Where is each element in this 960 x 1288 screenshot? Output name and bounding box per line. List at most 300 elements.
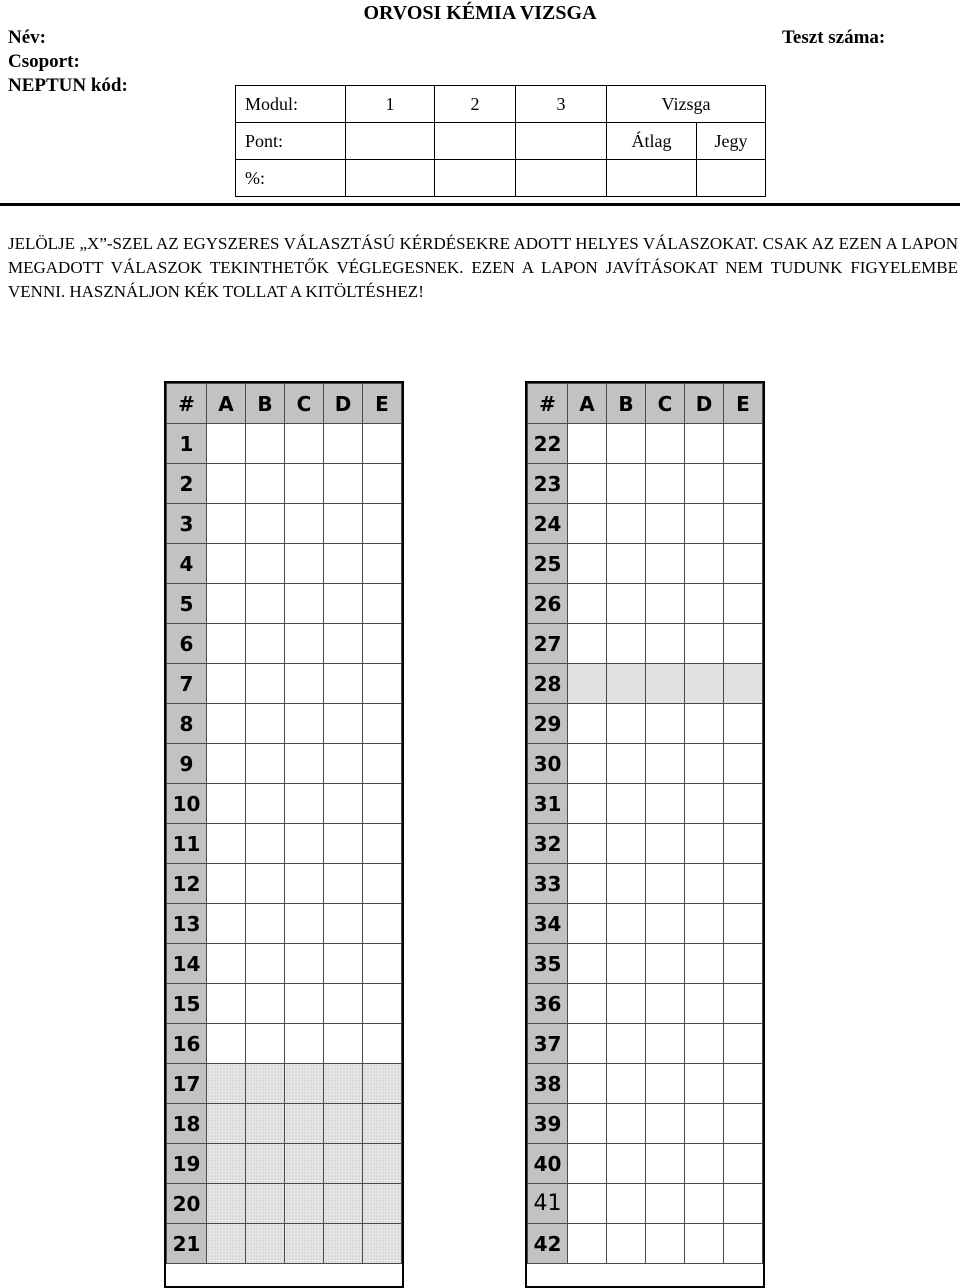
- answer-checkbox-b[interactable]: [246, 424, 285, 464]
- answer-checkbox-d[interactable]: [324, 784, 363, 824]
- answer-checkbox-c[interactable]: [285, 864, 324, 904]
- answer-checkbox-d[interactable]: [324, 1024, 363, 1064]
- percent-module-3-cell[interactable]: [516, 160, 607, 197]
- answer-checkbox-d[interactable]: [685, 1024, 724, 1064]
- answer-checkbox-b[interactable]: [246, 1064, 285, 1104]
- answer-checkbox-e[interactable]: [363, 1184, 402, 1224]
- answer-checkbox-a[interactable]: [207, 1224, 246, 1264]
- answer-checkbox-d[interactable]: [324, 744, 363, 784]
- answer-checkbox-d[interactable]: [324, 864, 363, 904]
- answer-checkbox-d[interactable]: [324, 984, 363, 1024]
- answer-checkbox-b[interactable]: [607, 1144, 646, 1184]
- answer-checkbox-c[interactable]: [285, 824, 324, 864]
- answer-checkbox-e[interactable]: [724, 464, 763, 504]
- answer-checkbox-e[interactable]: [724, 424, 763, 464]
- percent-module-1-cell[interactable]: [346, 160, 435, 197]
- answer-checkbox-e[interactable]: [363, 984, 402, 1024]
- question-row: [528, 824, 763, 864]
- answer-checkbox-b[interactable]: [607, 904, 646, 944]
- answer-checkbox-b[interactable]: [607, 464, 646, 504]
- question-row: [167, 1104, 402, 1144]
- question-row: [528, 1024, 763, 1064]
- answer-checkbox-a[interactable]: [207, 704, 246, 744]
- answer-checkbox-d[interactable]: [324, 1104, 363, 1144]
- answer-checkbox-b[interactable]: [607, 1224, 646, 1264]
- answer-checkbox-c[interactable]: [646, 1064, 685, 1104]
- question-number: 26: [528, 584, 568, 624]
- question-number: 35: [528, 944, 568, 984]
- exam-header: Vizsga: [607, 86, 766, 123]
- answer-checkbox-d[interactable]: [685, 984, 724, 1024]
- question-row: [167, 584, 402, 624]
- answer-checkbox-b[interactable]: [246, 664, 285, 704]
- question-row: [167, 864, 402, 904]
- answer-checkbox-a[interactable]: [207, 864, 246, 904]
- answer-checkbox-d[interactable]: [685, 544, 724, 584]
- answer-checkbox-c[interactable]: [285, 1184, 324, 1224]
- answer-checkbox-b[interactable]: [607, 1024, 646, 1064]
- answer-checkbox-a[interactable]: [568, 904, 607, 944]
- answer-checkbox-c[interactable]: [285, 464, 324, 504]
- answer-checkbox-e[interactable]: [363, 904, 402, 944]
- answer-checkbox-a[interactable]: [568, 784, 607, 824]
- question-number: 18: [167, 1104, 207, 1144]
- question-row: [167, 984, 402, 1024]
- answer-checkbox-d[interactable]: [324, 944, 363, 984]
- answer-checkbox-e[interactable]: [724, 1144, 763, 1184]
- answer-checkbox-b[interactable]: [246, 1024, 285, 1064]
- answer-checkbox-a[interactable]: [568, 1064, 607, 1104]
- question-number: 28: [528, 664, 568, 704]
- answer-checkbox-c[interactable]: [646, 864, 685, 904]
- answer-checkbox-a[interactable]: [207, 504, 246, 544]
- answer-checkbox-a[interactable]: [207, 584, 246, 624]
- question-number-header: #: [167, 384, 207, 424]
- question-number: 33: [528, 864, 568, 904]
- answer-checkbox-a[interactable]: [568, 1224, 607, 1264]
- answer-checkbox-d[interactable]: [324, 544, 363, 584]
- answer-checkbox-a[interactable]: [568, 1024, 607, 1064]
- answer-checkbox-e[interactable]: [363, 1224, 402, 1264]
- answer-checkbox-b[interactable]: [607, 584, 646, 624]
- score-table: [235, 85, 766, 197]
- answer-checkbox-c[interactable]: [646, 584, 685, 624]
- answer-checkbox-d[interactable]: [324, 504, 363, 544]
- answer-checkbox-a[interactable]: [207, 744, 246, 784]
- answer-checkbox-c[interactable]: [646, 1104, 685, 1144]
- answer-checkbox-b[interactable]: [246, 784, 285, 824]
- answer-checkbox-e[interactable]: [724, 1104, 763, 1144]
- answer-checkbox-c[interactable]: [285, 584, 324, 624]
- answer-checkbox-c[interactable]: [646, 424, 685, 464]
- answer-checkbox-a[interactable]: [207, 464, 246, 504]
- answer-checkbox-e[interactable]: [363, 504, 402, 544]
- answer-checkbox-c[interactable]: [646, 1144, 685, 1184]
- answer-checkbox-c[interactable]: [285, 1144, 324, 1184]
- question-row: [167, 664, 402, 704]
- answer-checkbox-a[interactable]: [207, 1104, 246, 1144]
- answer-checkbox-d[interactable]: [324, 584, 363, 624]
- answer-checkbox-a[interactable]: [568, 984, 607, 1024]
- answer-checkbox-b[interactable]: [607, 504, 646, 544]
- answer-checkbox-a[interactable]: [568, 664, 607, 704]
- answer-checkbox-e[interactable]: [363, 1064, 402, 1104]
- question-number: 10: [167, 784, 207, 824]
- answer-checkbox-d[interactable]: [685, 824, 724, 864]
- answer-checkbox-c[interactable]: [646, 544, 685, 584]
- answer-checkbox-c[interactable]: [285, 744, 324, 784]
- answer-checkbox-b[interactable]: [246, 584, 285, 624]
- answer-checkbox-e[interactable]: [724, 904, 763, 944]
- answer-checkbox-d[interactable]: [324, 664, 363, 704]
- answer-checkbox-d[interactable]: [324, 1144, 363, 1184]
- answer-checkbox-e[interactable]: [363, 864, 402, 904]
- answer-checkbox-d[interactable]: [685, 624, 724, 664]
- answer-checkbox-c[interactable]: [646, 624, 685, 664]
- answer-checkbox-d[interactable]: [685, 1144, 724, 1184]
- question-row: [528, 904, 763, 944]
- neptun-code-label: NEPTUN kód:: [8, 75, 128, 96]
- answer-checkbox-c[interactable]: [285, 1224, 324, 1264]
- exam-title: ORVOSI KÉMIA VIZSGA: [363, 2, 597, 24]
- answer-checkbox-a[interactable]: [207, 1024, 246, 1064]
- question-row: [528, 1224, 763, 1264]
- answer-checkbox-c[interactable]: [285, 664, 324, 704]
- answer-checkbox-d[interactable]: [324, 1184, 363, 1224]
- module-label: Modul:: [236, 86, 346, 123]
- answer-checkbox-c[interactable]: [646, 664, 685, 704]
- answer-checkbox-c[interactable]: [285, 704, 324, 744]
- answer-checkbox-e[interactable]: [363, 824, 402, 864]
- question-row: [167, 904, 402, 944]
- answer-checkbox-a[interactable]: [568, 864, 607, 904]
- answer-checkbox-e[interactable]: [724, 1224, 763, 1264]
- answer-checkbox-d[interactable]: [685, 1224, 724, 1264]
- answer-checkbox-b[interactable]: [246, 824, 285, 864]
- question-row: [528, 464, 763, 504]
- module-2-header: 2: [435, 86, 516, 123]
- answer-checkbox-a[interactable]: [207, 784, 246, 824]
- answer-checkbox-d[interactable]: [685, 744, 724, 784]
- question-number: 5: [167, 584, 207, 624]
- points-module-3-cell[interactable]: [516, 123, 607, 160]
- answer-checkbox-e[interactable]: [363, 584, 402, 624]
- question-row: [167, 944, 402, 984]
- answer-checkbox-e[interactable]: [724, 1184, 763, 1224]
- question-row: [167, 624, 402, 664]
- question-number: 36: [528, 984, 568, 1024]
- answer-checkbox-e[interactable]: [724, 504, 763, 544]
- instructions-text: JELÖLJE „X”-SZEL AZ EGYSZERES VÁLASZTÁSÚ KÉRDÉSEKRE ADOTT HELYES VÁLASZOKAT. CSAK AZ EZEN A LAPON MEGADOTT VÁLASZOK TEKINTHETŐK VÉGLEGESNEK. EZEN A LAPON JAVÍTÁSOKAT NEM TUDUNK FIGYELEMBE VENNI. HASZNÁLJON KÉK TOLLAT A KITÖLTÉSHEZ!: [8, 234, 958, 301]
- answer-checkbox-a[interactable]: [207, 904, 246, 944]
- answer-option-header: B: [607, 384, 646, 424]
- answer-checkbox-c[interactable]: [646, 704, 685, 744]
- answer-checkbox-d[interactable]: [685, 904, 724, 944]
- question-row: [528, 1104, 763, 1144]
- answer-checkbox-b[interactable]: [607, 704, 646, 744]
- answer-checkbox-c[interactable]: [285, 904, 324, 944]
- question-number: 40: [528, 1144, 568, 1184]
- answer-checkbox-a[interactable]: [207, 1064, 246, 1104]
- answer-checkbox-c[interactable]: [285, 624, 324, 664]
- points-module-1-cell[interactable]: [346, 123, 435, 160]
- answer-checkbox-e[interactable]: [363, 464, 402, 504]
- question-row: [528, 504, 763, 544]
- answer-checkbox-d[interactable]: [685, 704, 724, 744]
- answer-checkbox-a[interactable]: [207, 1144, 246, 1184]
- answer-checkbox-e[interactable]: [724, 704, 763, 744]
- answer-checkbox-e[interactable]: [724, 944, 763, 984]
- answer-checkbox-b[interactable]: [607, 864, 646, 904]
- answer-checkbox-c[interactable]: [285, 984, 324, 1024]
- question-row: [528, 544, 763, 584]
- answer-checkbox-e[interactable]: [724, 544, 763, 584]
- question-row: [528, 704, 763, 744]
- answer-checkbox-a[interactable]: [568, 544, 607, 584]
- question-row: [167, 744, 402, 784]
- answer-checkbox-e[interactable]: [724, 824, 763, 864]
- answer-checkbox-d[interactable]: [324, 1064, 363, 1104]
- answer-checkbox-a[interactable]: [568, 744, 607, 784]
- question-number: 1: [167, 424, 207, 464]
- answer-checkbox-c[interactable]: [646, 504, 685, 544]
- answer-checkbox-b[interactable]: [246, 904, 285, 944]
- question-row: [167, 544, 402, 584]
- answer-checkbox-b[interactable]: [607, 744, 646, 784]
- answer-checkbox-a[interactable]: [207, 624, 246, 664]
- answer-checkbox-b[interactable]: [246, 944, 285, 984]
- answer-checkbox-a[interactable]: [568, 704, 607, 744]
- answer-checkbox-c[interactable]: [285, 784, 324, 824]
- answer-checkbox-e[interactable]: [363, 1144, 402, 1184]
- answer-checkbox-c[interactable]: [646, 464, 685, 504]
- answer-checkbox-a[interactable]: [568, 424, 607, 464]
- answer-option-header: D: [324, 384, 363, 424]
- answer-checkbox-a[interactable]: [207, 1184, 246, 1224]
- question-number: 22: [528, 424, 568, 464]
- answer-checkbox-a[interactable]: [568, 584, 607, 624]
- answer-checkbox-d[interactable]: [685, 1104, 724, 1144]
- answer-option-header: C: [646, 384, 685, 424]
- points-module-2-cell[interactable]: [435, 123, 516, 160]
- answer-checkbox-b[interactable]: [607, 944, 646, 984]
- question-row: [167, 1224, 402, 1264]
- answer-checkbox-c[interactable]: [285, 544, 324, 584]
- answer-checkbox-c[interactable]: [285, 1064, 324, 1104]
- answer-checkbox-e[interactable]: [724, 744, 763, 784]
- answer-checkbox-b[interactable]: [246, 704, 285, 744]
- answer-checkbox-b[interactable]: [246, 624, 285, 664]
- answer-checkbox-a[interactable]: [207, 944, 246, 984]
- answer-checkbox-a[interactable]: [207, 424, 246, 464]
- answer-checkbox-c[interactable]: [646, 1224, 685, 1264]
- answer-checkbox-b[interactable]: [607, 824, 646, 864]
- answer-checkbox-e[interactable]: [724, 784, 763, 824]
- grid-header-row: [167, 384, 402, 424]
- grade-cell[interactable]: [697, 160, 766, 197]
- average-cell[interactable]: [607, 160, 697, 197]
- answer-checkbox-b[interactable]: [607, 664, 646, 704]
- answer-checkbox-d[interactable]: [685, 1184, 724, 1224]
- answer-checkbox-e[interactable]: [724, 584, 763, 624]
- answer-checkbox-e[interactable]: [363, 1104, 402, 1144]
- answer-checkbox-b[interactable]: [246, 864, 285, 904]
- answer-checkbox-d[interactable]: [324, 1224, 363, 1264]
- answer-checkbox-b[interactable]: [607, 1184, 646, 1224]
- module-3-header: 3: [516, 86, 607, 123]
- answer-checkbox-a[interactable]: [568, 504, 607, 544]
- answer-checkbox-d[interactable]: [324, 824, 363, 864]
- question-number: 23: [528, 464, 568, 504]
- answer-checkbox-a[interactable]: [568, 1184, 607, 1224]
- answer-checkbox-d[interactable]: [685, 424, 724, 464]
- question-number: 32: [528, 824, 568, 864]
- question-number: 30: [528, 744, 568, 784]
- question-row: [167, 784, 402, 824]
- answer-checkbox-c[interactable]: [285, 1104, 324, 1144]
- question-number: 20: [167, 1184, 207, 1224]
- answer-checkbox-d[interactable]: [324, 424, 363, 464]
- question-number: 37: [528, 1024, 568, 1064]
- answer-checkbox-d[interactable]: [324, 904, 363, 944]
- answer-checkbox-a[interactable]: [568, 624, 607, 664]
- question-row: [167, 504, 402, 544]
- answer-checkbox-a[interactable]: [568, 824, 607, 864]
- question-row: [167, 1024, 402, 1064]
- question-row: [167, 1144, 402, 1184]
- question-number: 24: [528, 504, 568, 544]
- question-number: 11: [167, 824, 207, 864]
- answer-checkbox-d[interactable]: [685, 664, 724, 704]
- answer-option-header: C: [285, 384, 324, 424]
- question-row: [167, 704, 402, 744]
- answer-checkbox-e[interactable]: [363, 544, 402, 584]
- answer-checkbox-c[interactable]: [646, 984, 685, 1024]
- answer-checkbox-d[interactable]: [324, 464, 363, 504]
- answer-checkbox-a[interactable]: [207, 544, 246, 584]
- answer-checkbox-d[interactable]: [685, 584, 724, 624]
- question-number: 17: [167, 1064, 207, 1104]
- answer-checkbox-b[interactable]: [607, 1064, 646, 1104]
- answer-checkbox-d[interactable]: [324, 704, 363, 744]
- answer-checkbox-c[interactable]: [646, 1024, 685, 1064]
- answer-checkbox-a[interactable]: [568, 1104, 607, 1144]
- question-row: [167, 1184, 402, 1224]
- question-number: 4: [167, 544, 207, 584]
- answer-checkbox-c[interactable]: [646, 744, 685, 784]
- question-number: 19: [167, 1144, 207, 1184]
- test-number-label: Teszt száma:: [782, 27, 886, 48]
- answer-checkbox-a[interactable]: [568, 1144, 607, 1184]
- question-row: [528, 424, 763, 464]
- percent-label: %:: [236, 160, 346, 197]
- answer-checkbox-d[interactable]: [324, 624, 363, 664]
- answer-checkbox-e[interactable]: [724, 984, 763, 1024]
- question-number: 13: [167, 904, 207, 944]
- answer-sheet-left: [164, 381, 404, 1288]
- answer-checkbox-b[interactable]: [607, 784, 646, 824]
- answer-checkbox-b[interactable]: [246, 984, 285, 1024]
- answer-checkbox-b[interactable]: [246, 464, 285, 504]
- answer-checkbox-a[interactable]: [568, 464, 607, 504]
- question-row: [528, 944, 763, 984]
- answer-checkbox-e[interactable]: [724, 1064, 763, 1104]
- question-row: [528, 584, 763, 624]
- answer-checkbox-e[interactable]: [363, 944, 402, 984]
- question-number: 14: [167, 944, 207, 984]
- answer-option-header: D: [685, 384, 724, 424]
- name-label: Név:: [8, 27, 46, 48]
- answer-checkbox-c[interactable]: [646, 904, 685, 944]
- answer-checkbox-e[interactable]: [363, 624, 402, 664]
- answer-checkbox-b[interactable]: [246, 1144, 285, 1184]
- answer-checkbox-d[interactable]: [685, 504, 724, 544]
- answer-checkbox-e[interactable]: [363, 664, 402, 704]
- answer-checkbox-e[interactable]: [363, 424, 402, 464]
- answer-checkbox-d[interactable]: [685, 864, 724, 904]
- group-label: Csoport:: [8, 51, 80, 72]
- answer-checkbox-d[interactable]: [685, 464, 724, 504]
- answer-checkbox-b[interactable]: [246, 1184, 285, 1224]
- answer-checkbox-c[interactable]: [285, 504, 324, 544]
- answer-option-header: A: [207, 384, 246, 424]
- answer-checkbox-e[interactable]: [724, 1024, 763, 1064]
- answer-checkbox-d[interactable]: [685, 1064, 724, 1104]
- answer-checkbox-e[interactable]: [724, 664, 763, 704]
- question-number: 8: [167, 704, 207, 744]
- question-number: 3: [167, 504, 207, 544]
- answer-checkbox-a[interactable]: [207, 664, 246, 704]
- answer-checkbox-c[interactable]: [285, 1024, 324, 1064]
- answer-checkbox-b[interactable]: [246, 744, 285, 784]
- answer-checkbox-e[interactable]: [363, 1024, 402, 1064]
- answer-checkbox-e[interactable]: [363, 784, 402, 824]
- question-number: 25: [528, 544, 568, 584]
- answer-checkbox-c[interactable]: [646, 944, 685, 984]
- answer-checkbox-b[interactable]: [607, 424, 646, 464]
- percent-module-2-cell[interactable]: [435, 160, 516, 197]
- question-row: [167, 424, 402, 464]
- answer-checkbox-b[interactable]: [607, 1104, 646, 1144]
- question-number: 31: [528, 784, 568, 824]
- question-row: [167, 1064, 402, 1104]
- answer-checkbox-c[interactable]: [646, 1184, 685, 1224]
- answer-checkbox-b[interactable]: [246, 1224, 285, 1264]
- answer-checkbox-b[interactable]: [607, 544, 646, 584]
- answer-checkbox-d[interactable]: [685, 784, 724, 824]
- question-number: 29: [528, 704, 568, 744]
- answer-checkbox-b[interactable]: [607, 624, 646, 664]
- answer-checkbox-e[interactable]: [363, 704, 402, 744]
- answer-checkbox-b[interactable]: [246, 544, 285, 584]
- answer-checkbox-c[interactable]: [285, 944, 324, 984]
- answer-checkbox-c[interactable]: [646, 824, 685, 864]
- module-1-header: 1: [346, 86, 435, 123]
- question-number: 16: [167, 1024, 207, 1064]
- answer-checkbox-e[interactable]: [363, 744, 402, 784]
- answer-checkbox-b[interactable]: [607, 984, 646, 1024]
- answer-checkbox-a[interactable]: [207, 984, 246, 1024]
- answer-checkbox-d[interactable]: [685, 944, 724, 984]
- answer-checkbox-b[interactable]: [246, 504, 285, 544]
- answer-checkbox-b[interactable]: [246, 1104, 285, 1144]
- answer-checkbox-e[interactable]: [724, 624, 763, 664]
- answer-checkbox-c[interactable]: [646, 784, 685, 824]
- answer-checkbox-a[interactable]: [207, 824, 246, 864]
- answer-checkbox-c[interactable]: [285, 424, 324, 464]
- answer-checkbox-a[interactable]: [568, 944, 607, 984]
- answer-checkbox-e[interactable]: [724, 864, 763, 904]
